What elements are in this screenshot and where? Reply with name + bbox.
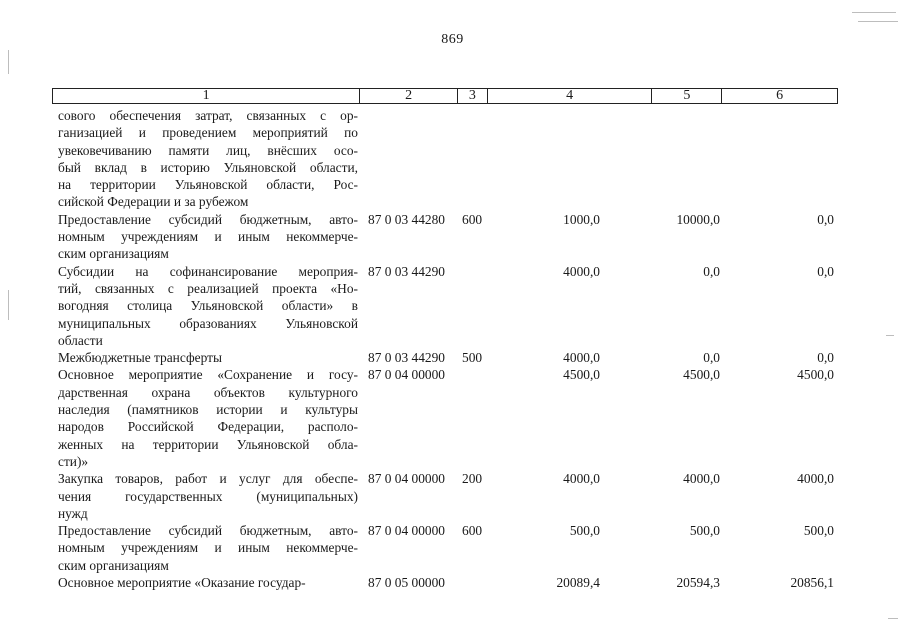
row-description (58, 263, 358, 349)
table-row (58, 522, 838, 574)
column-header-3: 3 (458, 89, 488, 103)
description-line: чения государственных (муниципальных) (58, 488, 358, 504)
table-row (58, 349, 838, 366)
row-code: 87 0 05 00000 (368, 575, 445, 591)
row-value-2: 20594,3 (676, 575, 720, 591)
row-expense-type: 500 (462, 350, 483, 366)
description-line: области (58, 332, 103, 348)
row-value-1: 4000,0 (563, 263, 600, 279)
description-line: ганизацией и проведением мероприятий по (58, 125, 358, 141)
table-row (58, 211, 838, 263)
row-code: 87 0 03 44290 (368, 263, 445, 279)
row-code: 87 0 04 00000 (368, 523, 445, 539)
scan-mark-top-right (852, 12, 896, 13)
description-line: Основное мероприятие «Сохранение и госу- (58, 367, 358, 383)
row-expense-type: 600 (462, 211, 483, 227)
row-value-2: 0,0 (703, 350, 720, 366)
row-value-3: 500,0 (803, 523, 834, 539)
description-line: наследия (памятников истории и культуры (58, 402, 358, 418)
scan-mark-right-2 (888, 618, 898, 619)
row-value-2: 500,0 (689, 523, 720, 539)
description-line: Основное мероприятие «Оказание государ- (58, 575, 306, 591)
row-description (58, 107, 358, 211)
table-row (58, 574, 838, 591)
row-description (58, 366, 358, 470)
row-description (58, 522, 358, 574)
description-line: муниципальных образованиях Ульяновской (58, 315, 358, 331)
row-code: 87 0 04 00000 (368, 367, 445, 383)
description-line: женных на территории Ульяновской обла- (58, 436, 358, 452)
row-value-1: 4000,0 (563, 471, 600, 487)
column-header-2: 2 (360, 89, 458, 103)
table-row (58, 107, 838, 211)
scan-mark-left-1 (8, 50, 9, 74)
description-line: увековечиванию памяти лиц, внёсших осо- (58, 142, 358, 158)
description-line: номным учреждениям и иным некоммерче- (58, 540, 358, 556)
table-row (58, 263, 838, 349)
row-value-3: 20856,1 (790, 575, 834, 591)
column-header-1: 1 (53, 89, 360, 103)
table-header (52, 88, 838, 104)
column-header-6: 6 (776, 88, 784, 103)
description-line: вогодняя столица Ульяновской области» в (58, 298, 358, 314)
scan-mark-right-1 (886, 335, 894, 336)
row-value-3: 4000,0 (797, 471, 834, 487)
table-row (58, 366, 838, 470)
description-line: народов Российской Федерации, располо- (58, 419, 358, 435)
row-value-3: 0,0 (817, 263, 834, 279)
description-line: на территории Ульяновской области, Рос- (58, 177, 358, 193)
row-value-2: 0,0 (703, 263, 720, 279)
description-line: тий, связанных с реализацией проекта «Но- (58, 280, 358, 296)
row-value-1: 500,0 (569, 523, 600, 539)
row-value-1: 4000,0 (563, 350, 600, 366)
row-value-1: 1000,0 (563, 211, 600, 227)
description-line: Субсидии на софинансирование мероприя- (58, 263, 358, 279)
row-value-2: 4500,0 (683, 367, 720, 383)
column-header-5: 5 (652, 89, 722, 103)
row-value-3: 0,0 (817, 350, 834, 366)
description-line: сийской Федерации и за рубежом (58, 194, 249, 210)
row-value-2: 10000,0 (676, 211, 720, 227)
table-row (58, 470, 838, 522)
row-description (58, 470, 358, 522)
description-line: номным учреждениям и иным некоммерче- (58, 229, 358, 245)
scan-mark-top-right-2 (858, 21, 898, 22)
description-line: сового обеспечения затрат, связанных с ор- (58, 108, 358, 123)
row-expense-type: 600 (462, 523, 483, 539)
row-description (58, 349, 358, 366)
row-description (58, 574, 358, 591)
description-line: дарственная охрана объектов культурного (58, 384, 358, 400)
scan-mark-left-2 (8, 290, 9, 320)
page-number: 869 (441, 32, 464, 47)
row-value-1: 4500,0 (563, 367, 600, 383)
row-value-1: 20089,4 (556, 575, 600, 591)
description-line: бый вклад в историю Ульяновской области, (58, 159, 358, 175)
description-line: Межбюджетные трансферты (58, 350, 222, 366)
row-expense-type: 200 (462, 471, 483, 487)
description-line: Предоставление субсидий бюджетным, авто- (58, 523, 358, 539)
row-code: 87 0 03 44280 (368, 211, 445, 227)
description-line: сти)» (58, 453, 89, 469)
column-header-4: 4 (488, 89, 653, 103)
description-line: нужд (58, 505, 88, 521)
description-line: ским организациям (58, 557, 169, 573)
description-line: Закупка товаров, работ и услуг для обеспе- (58, 471, 358, 487)
table-body (58, 107, 838, 591)
row-code: 87 0 04 00000 (368, 471, 445, 487)
row-value-3: 4500,0 (797, 367, 834, 383)
row-value-3: 0,0 (817, 211, 834, 227)
row-value-2: 4000,0 (683, 471, 720, 487)
row-description (58, 211, 358, 263)
description-line: ским организациям (58, 246, 169, 262)
row-code: 87 0 03 44290 (368, 350, 445, 366)
description-line: Предоставление субсидий бюджетным, авто- (58, 211, 358, 227)
